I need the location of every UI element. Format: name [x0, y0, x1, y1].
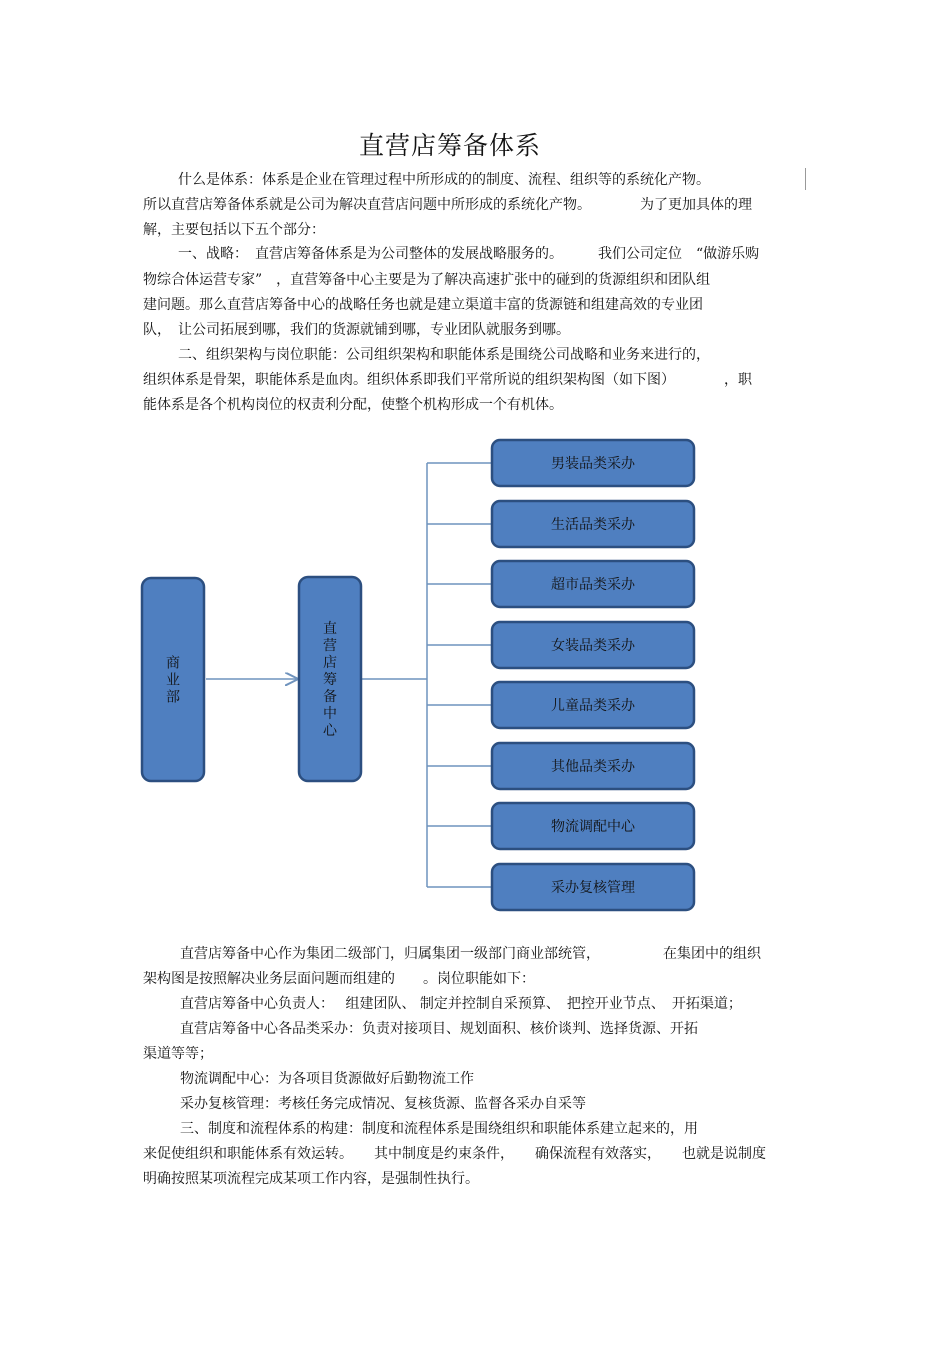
para-line: 队， 让公司拓展到哪，我们的货源就铺到哪，专业团队就服务到哪。 [143, 322, 570, 338]
department-box [492, 501, 694, 547]
para-line: 来促使组织和职能体系有效运转。 其中制度是约束条件， 确保流程有效落实， 也就是说制度 [143, 1146, 766, 1162]
para-line: 二、组织架构与岗位职能：公司组织架构和职能体系是围绕公司战略和业务来进行的， [178, 347, 710, 363]
para-line: 直营店筹备中心作为集团二级部门，归属集团一级部门商业部统管， 在集团中的组织 [180, 946, 761, 962]
department-box [492, 440, 694, 486]
para-line: 采办复核管理：考核任务完成情况、复核货源、监督各采办自采等 [180, 1096, 586, 1112]
para-line: 能体系是各个机构岗位的权责利分配，使整个机构形成一个有机体。 [143, 397, 563, 413]
department-box [492, 803, 694, 849]
para-line: 架构图是按照解决业务层面问题而组建的 。岗位职能如下： [143, 971, 535, 987]
para-line: 渠道等等； [143, 1046, 213, 1062]
department-label: 儿童品类采办 [551, 698, 635, 714]
box-label-char: 部 [166, 689, 180, 706]
para-line: 直营店筹备中心各品类采办：负责对接项目、规划面积、核价谈判、选择货源、开拓 [180, 1021, 698, 1037]
para-line: 明确按照某项流程完成某项工作内容，是强制性执行。 [143, 1171, 479, 1187]
para-line: 建问题。那么直营店筹备中心的战略任务也就是建立渠道丰富的货源链和组建高效的专业团 [143, 297, 703, 313]
department-label: 物流调配中心 [551, 819, 635, 835]
box-label-char: 商 [166, 655, 180, 672]
department-box [492, 682, 694, 728]
para-line: 物综合体运营专家” ，直营筹备中心主要是为了解决高速扩张中的碰到的货源组织和团队组 [143, 272, 711, 288]
department-label: 生活品类采办 [551, 517, 635, 533]
box-label-char: 心 [323, 723, 337, 739]
para-line: 物流调配中心：为各项目货源做好后勤物流工作 [180, 1071, 474, 1087]
department-box [492, 864, 694, 910]
department-box [492, 561, 694, 607]
box-label-char: 中 [323, 706, 337, 722]
department-label: 其他品类采办 [551, 759, 635, 775]
box-label-char: 营 [323, 638, 337, 654]
root-box [142, 578, 204, 781]
box-label-char: 店 [323, 655, 337, 671]
para-line: 组织体系是骨架，职能体系是血肉。组织体系即我们平常所说的组织架构图（如下图） ，职 [143, 372, 752, 388]
department-box [492, 743, 694, 789]
department-label: 男装品类采办 [551, 456, 635, 472]
center-box [299, 577, 361, 781]
department-label: 超市品类采办 [551, 577, 635, 593]
box-label-char: 筹 [323, 672, 337, 688]
para-line: 直营店筹备中心负责人： 组建团队、 制定并控制自采预算、 把控开业节点、 开拓渠道； [180, 996, 742, 1012]
para-line: 什么是体系：体系是企业在管理过程中所形成的的制度、流程、组织等的系统化产物。 [178, 172, 710, 188]
department-label: 采办复核管理 [551, 880, 635, 896]
box-label-char: 业 [166, 672, 180, 689]
box-label-char: 直 [323, 621, 337, 637]
para-line: 解，主要包括以下五个部分： [143, 222, 325, 238]
para-line: 三、制度和流程体系的构建：制度和流程体系是围绕组织和职能体系建立起来的，用 [180, 1121, 698, 1137]
page-title: 直营店筹备体系 [358, 131, 541, 160]
department-label: 女装品类采办 [551, 638, 635, 654]
para-line: 一、战略： 直营店筹备体系是为公司整体的发展战略服务的。 我们公司定位 “做游乐购 [178, 246, 760, 262]
box-label-char: 备 [323, 689, 337, 705]
para-line: 所以直营店筹备体系就是公司为解决直营店问题中所形成的系统化产物。 为了更加具体的理 [143, 197, 752, 213]
department-box [492, 622, 694, 668]
